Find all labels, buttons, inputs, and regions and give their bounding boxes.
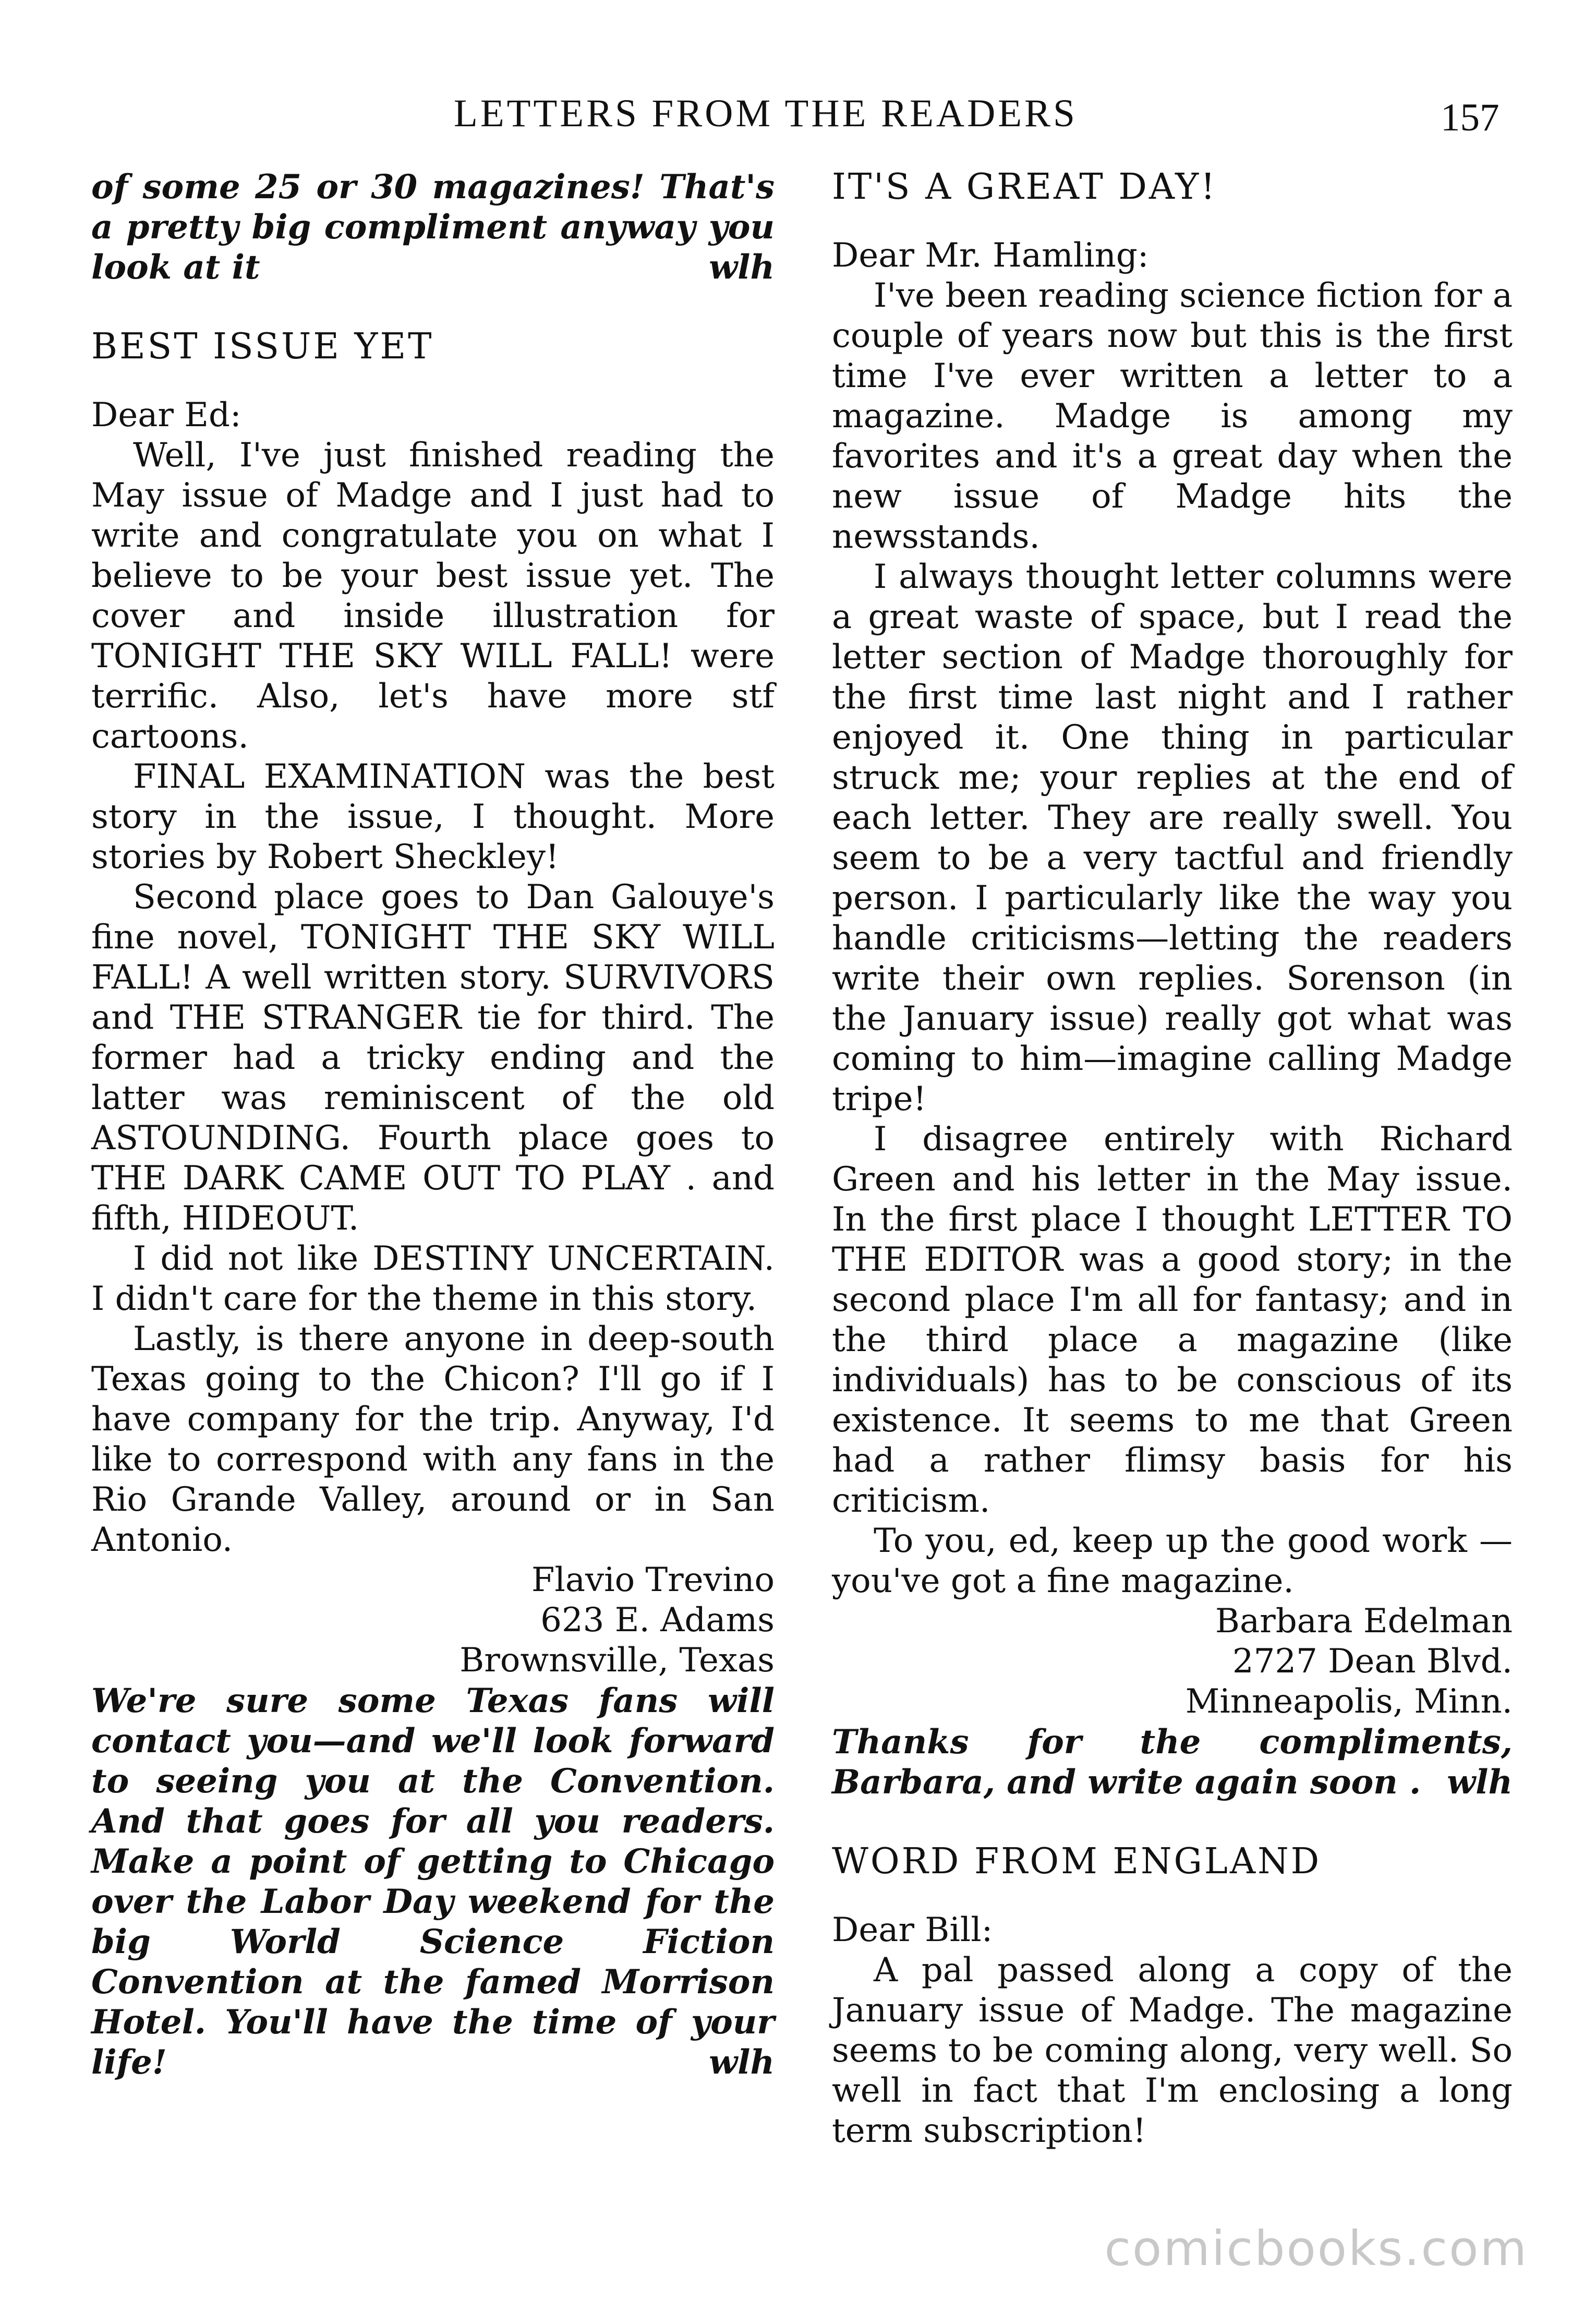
signature-name: Barbara Edelman [1215,1602,1513,1641]
editor-initials: wlh [709,2043,775,2082]
continued-editor-reply [91,167,775,287]
editor-initials: wlh [709,248,775,287]
editor-reply [832,1722,1513,1802]
salutation: Dear Bill: [832,1911,993,1949]
editor-reply-text: We're sure some Texas fans will contact you—and we'll look forward to seeing you at the Convention. And that goes for all you readers. Make a point of getting to Chicago over the Labor Day weekend for the big World Science Fiction Convention at the famed Morrison Hotel. You'll have the time of your life! [91,1681,775,2082]
signature-city: Brownsville, Texas [460,1641,775,1680]
letter-paragraph: I always thought letter columns were a great waste of space, but I read the letter section of Madge thoroughly for the first time last night and I rather enjoyed it. One thing in particular struck me; your replies at the end of each letter. They are really swell. You seem to be a very tactful and friendly person. I particularly like the way you handle criticisms—letting the readers write their own replies. Sorenson (in the January issue) really got what was coming to him—imagine calling Madge tripe! [832,558,1513,1118]
letter-paragraph: I've been reading science fiction for a couple of years now but this is the first time I've ever written a letter to a magazine. Madge is among my favorites and it's a great day when the new issue of Madge hits the newsstands. [832,276,1513,556]
letter-paragraph: I did not like DESTINY UNCERTAIN. I didn't care for the theme in this story. [91,1239,775,1318]
editor-initials: wlh [1447,1763,1513,1802]
signature-address: 623 E. Adams [540,1601,775,1640]
running-head: LETTERS FROM THE READERS [454,92,1078,135]
signature-city: Minneapolis, Minn. [1185,1682,1513,1721]
letter-paragraph: Second place goes to Dan Galouye's fine novel, TONIGHT THE SKY WILL FALL! A well written story. SURVIVORS and THE STRANGER tie for third. The former had a tricky ending and the latter was reminiscent of the old ASTOUNDING. Fourth place goes to THE DARK CAME OUT TO PLAY . and fifth, HIDEOUT. [91,878,775,1238]
watermark: comicbooks.com [1104,2221,1528,2276]
letter-paragraph: Lastly, is there anyone in deep-south Texas going to the Chicon? I'll go if I have company for the trip. Anyway, I'd like to correspond with any fans in the Rio Grande Valley, around or in San Antonio. [91,1320,775,1559]
left-column [91,167,775,2082]
salutation: Dear Ed: [91,396,241,435]
signature-name: Flavio Trevino [531,1561,775,1599]
letter-paragraph: Well, I've just finished reading the May issue of Madge and I just had to write and congratulate you on what I believe to be your best issue yet. The cover and inside illustration for TONIGHT THE SKY WILL FALL! were terrific. Also, let's have more stf cartoons. [91,436,775,756]
letter-paragraph: I disagree entirely with Richard Green and his letter in the May issue. In the first place I thought LETTER TO THE EDITOR was a good story; in the second place I'm all for fantasy; and in the third place a magazine (like individuals) has to be conscious of its existence. It seems to me that Green had a rather flimsy basis for his criticism. [832,1120,1513,1520]
continued-reply-text: of some 25 or 30 magazines! That's a pretty big compliment anyway you look at it [91,167,775,287]
letter-word-from-england [832,1841,1513,2151]
letter-paragraph: A pal passed along a copy of the January issue of Madge. The magazine seems to be coming along, very well. So well in fact that I'm enclosing a long term subscription! [832,1951,1513,2150]
signature-address: 2727 Dean Blvd. [1232,1642,1513,1681]
page-number: 157 [1441,96,1500,139]
letter-best-issue-yet [91,327,775,2082]
editor-reply [91,1681,775,2082]
editor-reply-text: Thanks for the compliments, Barbara, and write again soon . [832,1722,1513,1802]
right-column [832,167,1513,2151]
letter-heading: WORD FROM ENGLAND [832,1841,1322,1882]
letter-heading: BEST ISSUE YET [91,326,434,367]
page-header [0,91,1596,138]
letter-its-a-great-day [832,167,1513,1802]
salutation: Dear Mr. Hamling: [832,236,1149,275]
letter-paragraph: To you, ed, keep up the good work —you've got a fine magazine. [832,1522,1513,1600]
letter-paragraph: FINAL EXAMINATION was the best story in the issue, I thought. More stories by Robert Sheckley! [91,757,775,876]
letter-heading: IT'S A GREAT DAY! [832,166,1217,208]
